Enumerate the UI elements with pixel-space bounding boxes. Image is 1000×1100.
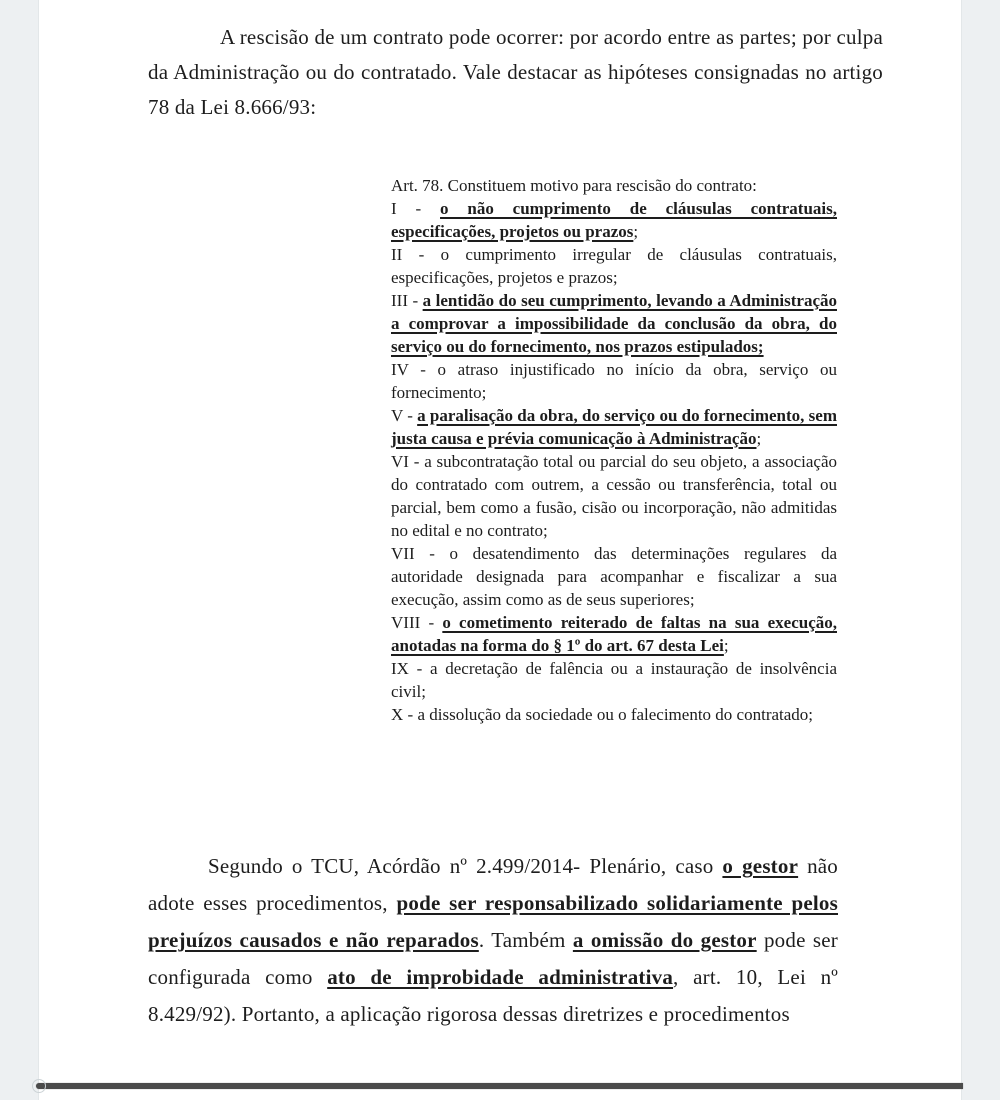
emphasis-run: o cometimento reiterado de faltas na sua execução, anotadas na forma do § 1º do art. 67 desta Lei bbox=[391, 613, 837, 655]
quote-item-iv bbox=[391, 358, 837, 404]
emphasis-run: pode ser responsabilizado solidariamente pelos prejuízos causados e não reparados bbox=[148, 891, 839, 952]
quote-item-x bbox=[391, 703, 837, 726]
text-run: ; bbox=[723, 636, 729, 655]
emphasis-run: o gestor bbox=[722, 854, 799, 878]
quote-item-v bbox=[391, 404, 837, 450]
emphasis-run: a lentidão do seu cumprimento, levando a Administração a comprovar a impossibilidade da conclusão da obra, do serviço ou do fornecimento, nos prazos estipulados; bbox=[391, 291, 837, 356]
quote-item-ii bbox=[391, 243, 837, 289]
quote-item-iii bbox=[391, 289, 837, 358]
quote-item-ix bbox=[391, 657, 837, 703]
quote-heading: Art. 78. Constituem motivo para rescisão do contrato: bbox=[391, 176, 757, 195]
text-run: VIII - bbox=[391, 613, 443, 632]
right-page-margin bbox=[961, 0, 1000, 1100]
law-quote-block bbox=[391, 174, 837, 726]
emphasis-run: ato de improbidade administrativa bbox=[327, 965, 674, 989]
quote-item-i bbox=[391, 197, 837, 243]
text-run: V - bbox=[391, 406, 418, 425]
text-run: . Também bbox=[478, 928, 573, 952]
text-run: ; bbox=[756, 429, 762, 448]
emphasis-run: o não cumprimento de cláusulas contratuais, especificações, projetos ou prazos bbox=[391, 199, 837, 241]
text-run: Segundo o TCU, Acórdão nº 2.499/2014- Plenário, caso bbox=[208, 854, 723, 878]
text-run: não adote esses procedimentos, bbox=[148, 854, 839, 915]
quote-item-vi bbox=[391, 450, 837, 542]
text-run: VII - o desatendimento das determinações regulares da autoridade designada para acompanhar e fiscalizar a sua execução, assim como as de seus superiores; bbox=[391, 544, 837, 609]
closing-paragraph bbox=[148, 848, 838, 1033]
text-run: III - bbox=[391, 291, 423, 310]
quote-item-viii bbox=[391, 611, 837, 657]
text-run: IV - o atraso injustificado no início da obra, serviço ou fornecimento; bbox=[391, 360, 837, 402]
text-run: X - a dissolução da sociedade ou o falecimento do contratado; bbox=[391, 705, 814, 724]
quote-item-vii bbox=[391, 542, 837, 611]
emphasis-run: a omissão do gestor bbox=[572, 928, 757, 952]
left-page-margin bbox=[0, 0, 39, 1100]
text-run: IX - a decretação de falência ou a instauração de insolvência civil; bbox=[391, 659, 837, 701]
text-run: ; bbox=[633, 222, 639, 241]
text-run: II - o cumprimento irregular de cláusulas contratuais, especificações, projetos e prazos; bbox=[391, 245, 837, 287]
text-run: I - bbox=[391, 199, 441, 218]
page-bottom-edge bbox=[36, 1083, 963, 1089]
emphasis-run: a paralisação da obra, do serviço ou do fornecimento, sem justa causa e prévia comunicação à Administração bbox=[391, 406, 837, 448]
intro-paragraph: A rescisão de um contrato pode ocorrer: por acordo entre as partes; por culpa da Administração ou do contratado. Vale destacar as hipóteses consignadas no artigo 78 da Lei 8.666/93: bbox=[148, 25, 883, 119]
text-run: VI - a subcontratação total ou parcial do seu objeto, a associação do contratado com outrem, a cessão ou transferência, total ou parcial, bem como a fusão, cisão ou incorporação, não admitidas no edital e no contrato; bbox=[391, 452, 837, 540]
text-run: , art. 10, Lei nº 8.429/92). Portanto, a aplicação rigorosa dessas diretrizes e procedimentos bbox=[148, 965, 839, 1026]
text-run: pode ser configurada como bbox=[148, 928, 838, 989]
